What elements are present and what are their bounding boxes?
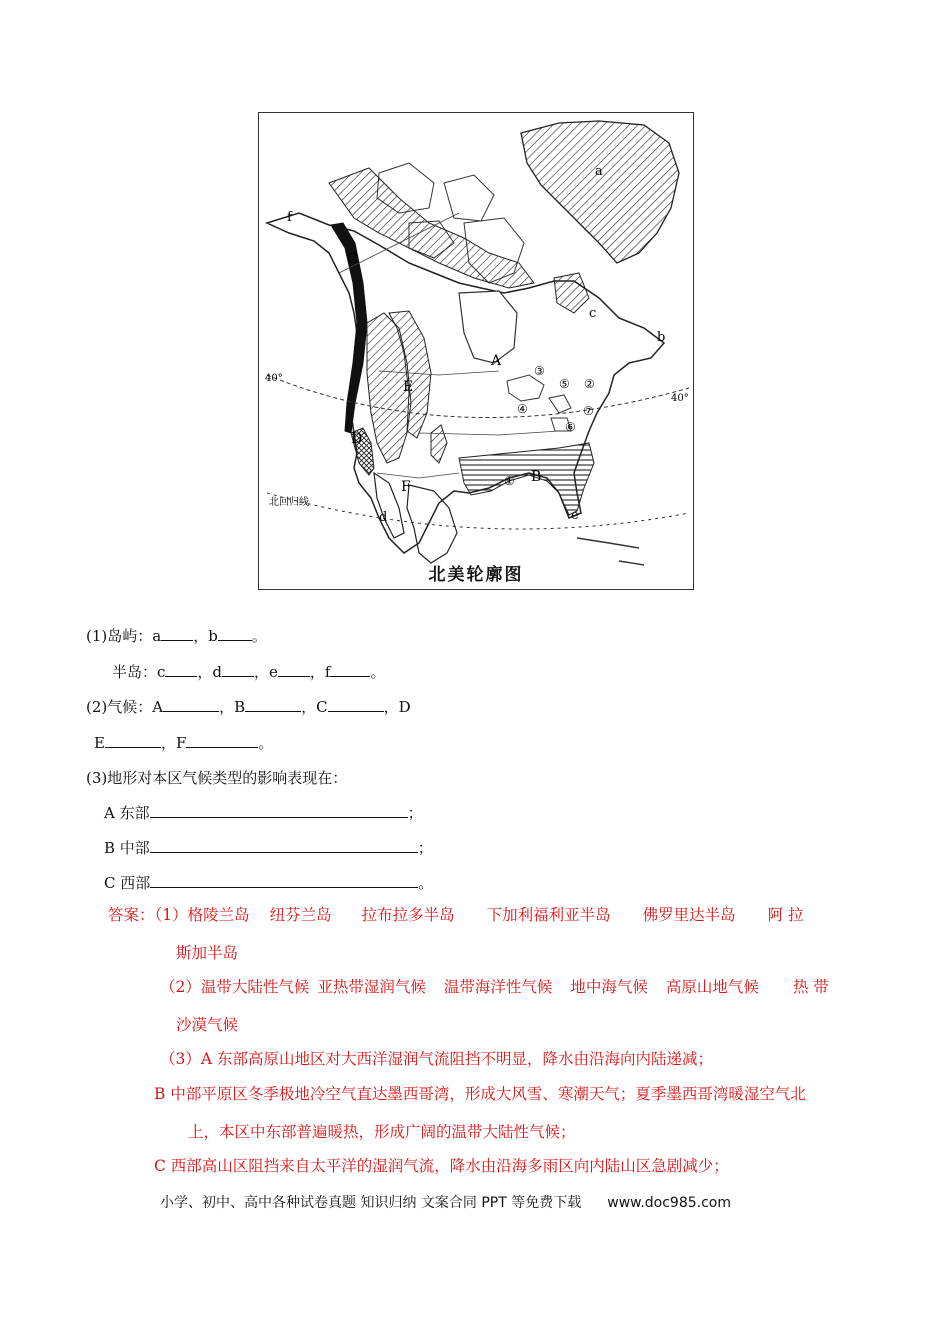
footer-text: 小学、初中、高中各种试卷真题 知识归纳 文案合同 PPT 等免费下载 (160, 1195, 582, 1211)
label-b: b (657, 330, 666, 345)
humid-subtropical-region (459, 443, 594, 515)
north-america-map (258, 112, 694, 590)
q2-climate-cont: E ，F 。 (94, 734, 274, 752)
label-E: E (403, 379, 414, 395)
q3-west: C 西部 。 (104, 874, 434, 892)
q3-title: (3)地形对本区气候类型的影响表现在： (86, 769, 348, 787)
footer-url[interactable]: www.doc985.com (607, 1195, 731, 1211)
label-f: f (287, 210, 292, 225)
label-e: e (571, 508, 579, 523)
answer-2-cont: 沙漠气候 (176, 1016, 239, 1034)
latitude-40-line (267, 375, 689, 418)
map-caption: 北美轮廓图 (428, 565, 524, 585)
answer-1: 答案：（1）格陵兰岛 纽芬兰岛 拉布拉多半岛 下加利福利亚半岛 佛罗里达半岛 阿 拉 (108, 906, 804, 924)
map-drawing (259, 113, 694, 590)
answer-3b-line2: 上，本区中东部普遍暖热，形成广阔的温带大陆性气候； (188, 1123, 576, 1141)
plateau-patch (431, 425, 447, 463)
label-n4: ④ (517, 402, 528, 416)
hudson-bay (459, 291, 517, 363)
label-lat40: 40° (265, 373, 283, 384)
greenland-shape (521, 121, 679, 263)
labrador-region (554, 273, 589, 313)
label-n7: ⑦ (583, 404, 594, 418)
q3-east: A 东部 ； (104, 804, 423, 822)
footer (160, 1192, 731, 1212)
answer-1-cont: 斯加半岛 (176, 944, 239, 962)
label-n1: ① (504, 474, 515, 488)
label-A: A (491, 353, 502, 369)
answer-3a: （3）A 东部高原山地区对大西洋湿润气流阻挡不明显，降水由沿海向内陆递减； (160, 1050, 713, 1068)
label-D: D (351, 431, 363, 447)
label-n2: ② (584, 377, 595, 391)
label-n6: ⑥ (565, 420, 576, 434)
label-B: B (531, 469, 542, 485)
mexico-border (377, 473, 459, 478)
label-n5: ⑤ (559, 377, 570, 391)
label-d: d (379, 510, 388, 525)
label-n3: ③ (534, 364, 545, 378)
answer-2: （2）温带大陆性气候 亚热带湿润气候 温带海洋性气候 地中海气候 高原山地气候 热 带 (160, 978, 829, 996)
answer-3b-line1: B 中部平原区冬季极地冷空气直达墨西哥湾，形成大风雪、寒潮天气；夏季墨西哥湾暖湿空气北 (154, 1085, 806, 1103)
label-F: F (401, 479, 411, 495)
label-lat40-right: 40° (671, 393, 689, 404)
answer-3c: C 西部高山区阻挡来自太平洋的湿润气流，降水由沿海多雨区向内陆山区急剧减少； (154, 1157, 729, 1175)
label-tropic: 北回归线 (269, 497, 309, 508)
label-a: a (595, 164, 603, 179)
label-c: c (589, 306, 597, 321)
tropic-line (267, 493, 689, 529)
q2-climate: (2)气候：A ，B ，C ，D (86, 698, 411, 716)
q1-peninsulas: 半岛：c ，d ，e ，f 。 (112, 663, 386, 681)
label-C: C (347, 251, 358, 267)
q1-islands: (1)岛屿：a ，b 。 (86, 627, 267, 645)
q3-central: B 中部 ； (104, 839, 433, 857)
